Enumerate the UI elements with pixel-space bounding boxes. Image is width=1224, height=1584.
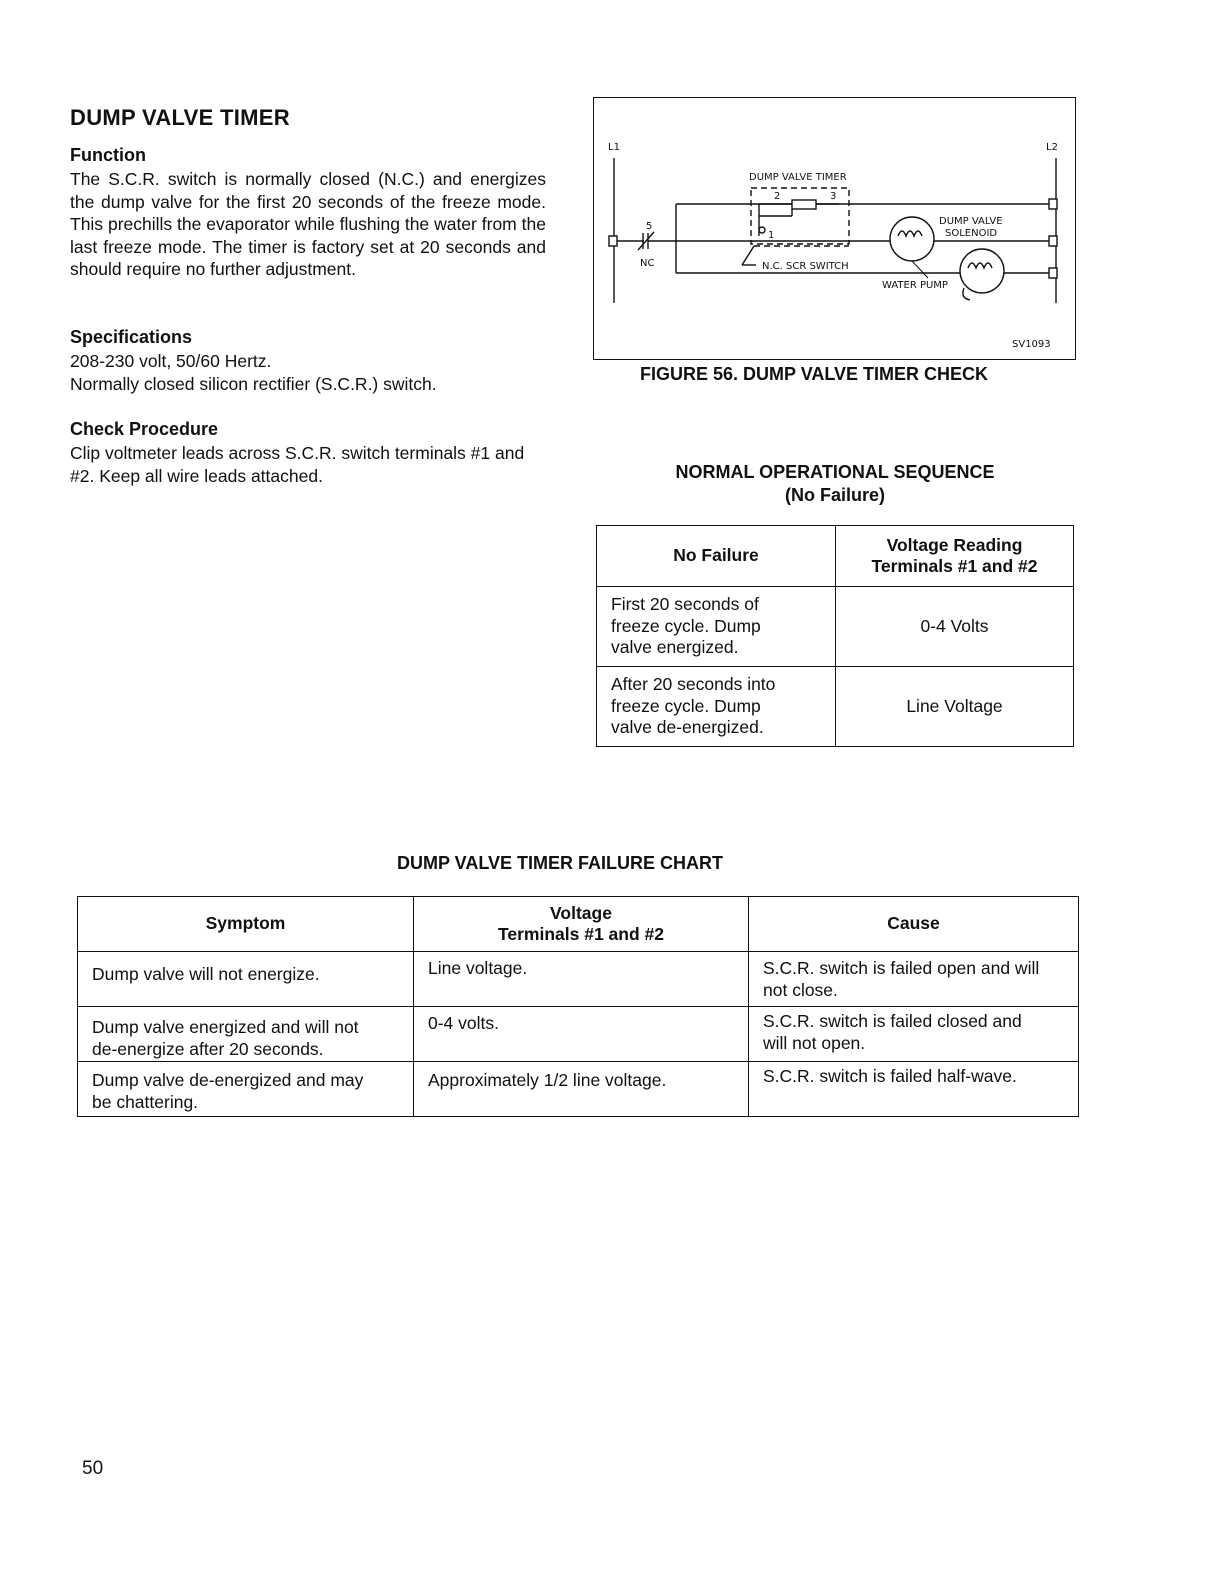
condition-line: valve de-energized. — [611, 717, 764, 738]
label-l1: L1 — [608, 142, 620, 153]
failure-chart-title: DUMP VALVE TIMER FAILURE CHART — [397, 853, 724, 873]
failure-chart-table — [77, 896, 1079, 1117]
sequence-title: NORMAL OPERATIONAL SEQUENCE — [675, 462, 995, 482]
voltage-cell: 0-4 volts. — [414, 1007, 749, 1062]
cause-cell — [749, 1007, 1079, 1062]
label-terminal-1: 1 — [768, 230, 775, 241]
diagram-code: SV1093 — [1012, 339, 1051, 350]
voltage-cell: Approximately 1/2 line voltage. — [414, 1062, 749, 1117]
header-cause: Cause — [749, 897, 1079, 952]
header-voltage-l1: Voltage — [550, 902, 612, 923]
header-symptom: Symptom — [78, 897, 414, 952]
condition-line: First 20 seconds of — [611, 594, 759, 615]
function-heading: Function — [70, 145, 146, 165]
header-voltage-l2: Terminals #1 and #2 — [497, 924, 664, 944]
spec-heading: Specifications — [70, 327, 193, 347]
label-water-pump: WATER PUMP — [882, 280, 948, 291]
symptom-line: Dump valve de-energized and may — [92, 1070, 364, 1090]
table-row — [597, 667, 1074, 747]
cause-cell — [749, 952, 1079, 1007]
cause-line: will not open. — [763, 1032, 866, 1053]
label-solenoid-1: DUMP VALVE — [939, 216, 1003, 227]
cause-line: S.C.R. switch is failed half-wave. — [763, 1066, 1017, 1086]
symptom-line: de-energize after 20 seconds. — [92, 1038, 324, 1059]
table-row — [78, 1062, 1079, 1117]
sequence-subtitle: (No Failure) — [784, 485, 885, 505]
condition-cell — [597, 587, 836, 667]
condition-line: freeze cycle. Dump — [611, 695, 761, 716]
label-terminal-5: 5 — [646, 221, 653, 232]
function-text: The S.C.R. switch is normally closed (N.C.) and energizes the dump valve for the first 20 seconds of the freeze mode. This prechills the evaporator while flushing the water from the last freeze mode. The timer is factory set at 20 seconds and should require no further adjustment. — [70, 169, 546, 279]
table-row — [78, 1007, 1079, 1062]
label-terminal-3: 3 — [830, 191, 837, 202]
header-voltage-reading — [836, 526, 1074, 587]
page-number: 50 — [82, 1458, 104, 1479]
symptom-line: Dump valve energized and will not — [92, 1017, 359, 1037]
header-voltage-reading-l2: Terminals #1 and #2 — [871, 556, 1038, 576]
symptom-line: Dump valve will not energize. — [92, 964, 320, 984]
section-title: DUMP VALVE TIMER — [70, 105, 290, 130]
cause-line: S.C.R. switch is failed open and will — [763, 958, 1040, 978]
voltage-cell: Line voltage. — [414, 952, 749, 1007]
wiring-diagram — [593, 97, 1076, 360]
reading-cell: 0-4 Volts — [836, 587, 1074, 667]
spec-line-1: 208-230 volt, 50/60 Hertz. — [70, 351, 272, 371]
symptom-line: be chattering. — [92, 1091, 199, 1112]
label-l2: L2 — [1046, 142, 1058, 153]
table-row — [597, 587, 1074, 667]
label-solenoid-2: SOLENOID — [945, 228, 998, 239]
cause-cell — [749, 1062, 1079, 1117]
normal-sequence-table — [596, 525, 1074, 747]
symptom-cell — [78, 1062, 414, 1117]
condition-cell — [597, 667, 836, 747]
symptom-cell — [78, 1007, 414, 1062]
label-timer: DUMP VALVE TIMER — [749, 172, 847, 183]
condition-line: valve energized. — [611, 637, 739, 658]
figure-caption: FIGURE 56. DUMP VALVE TIMER CHECK — [640, 364, 989, 384]
reading-cell: Line Voltage — [836, 667, 1074, 747]
check-heading: Check Procedure — [70, 419, 219, 439]
label-terminal-2: 2 — [774, 191, 781, 202]
label-scr-switch: N.C. SCR SWITCH — [762, 261, 849, 272]
table-row — [78, 952, 1079, 1007]
header-voltage — [414, 897, 749, 952]
cause-line: not close. — [763, 979, 838, 1000]
condition-line: freeze cycle. Dump — [611, 615, 761, 636]
check-text: Clip voltmeter leads across S.C.R. switch terminals #1 and #2. Keep all wire leads attached. — [70, 443, 525, 486]
spec-line-2: Normally closed silicon rectifier (S.C.R.) switch. — [70, 374, 437, 394]
condition-line: After 20 seconds into — [611, 674, 776, 695]
wiring-diagram-svg — [594, 98, 1075, 359]
symptom-cell — [78, 952, 414, 1007]
label-nc: NC — [640, 258, 655, 269]
header-voltage-reading-l1: Voltage Reading — [886, 534, 1023, 555]
cause-line: S.C.R. switch is failed closed and — [763, 1011, 1022, 1031]
header-no-failure: No Failure — [597, 526, 836, 587]
